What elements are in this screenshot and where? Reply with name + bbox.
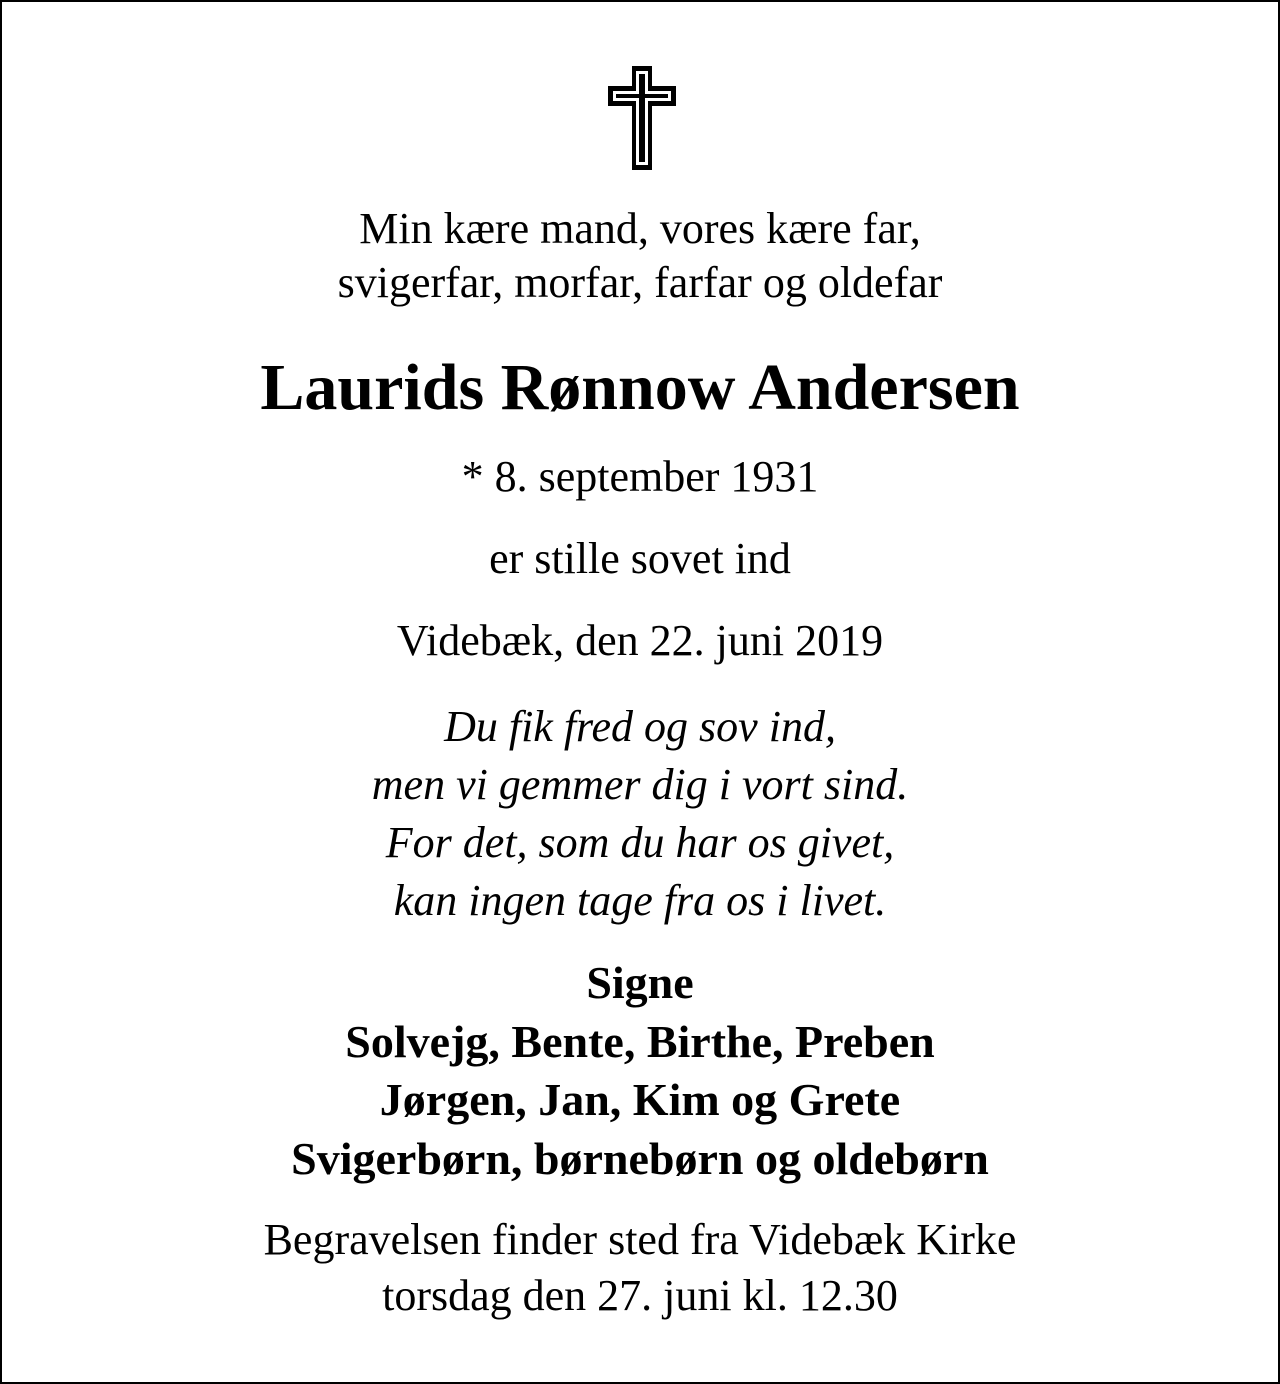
family-line: Solvejg, Bente, Birthe, Preben xyxy=(345,1015,935,1067)
deceased-name: Laurids Rønnow Andersen xyxy=(260,351,1020,424)
verse xyxy=(2,698,1278,930)
funeral-info xyxy=(2,1212,1278,1324)
place-and-date: Videbæk, den 22. juni 2019 xyxy=(396,616,884,665)
cross-icon xyxy=(606,64,678,172)
family-line: Jørgen, Jan, Kim og Grete xyxy=(379,1074,901,1125)
birth-date: * 8. september 1931 xyxy=(461,452,819,501)
passed-text: er stille sovet ind xyxy=(489,534,791,583)
family-line: Signe xyxy=(586,957,694,1008)
verse-line: Du fik fred og sov ind, xyxy=(444,702,836,751)
intro-line: Min kære mand, vores kære far, xyxy=(359,204,921,253)
funeral-line: Begravelsen finder sted fra Videbæk Kirke xyxy=(263,1215,1017,1264)
family-line: Svigerbørn, børnebørn og oldebørn xyxy=(291,1132,989,1184)
verse-line: men vi gemmer dig i vort sind. xyxy=(371,760,909,809)
verse-line: kan ingen tage fra os i livet. xyxy=(393,876,887,925)
funeral-line: torsdag den 27. juni kl. 12.30 xyxy=(382,1271,898,1320)
verse-line: For det, som du har os givet, xyxy=(385,818,895,867)
intro-line: svigerfar, morfar, farfar og oldefar xyxy=(337,258,943,307)
intro-text xyxy=(2,202,1278,310)
family-signature xyxy=(2,954,1278,1188)
